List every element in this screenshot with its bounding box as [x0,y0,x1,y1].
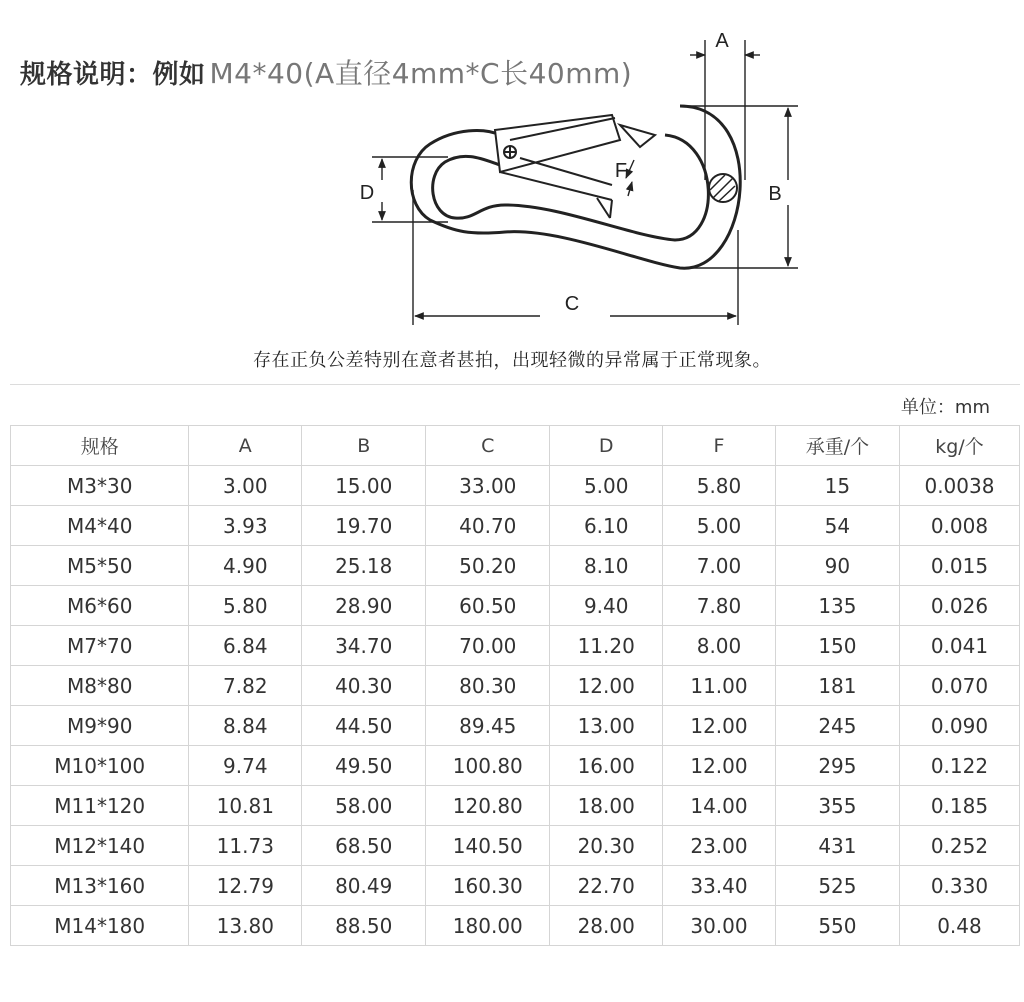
table-cell: 0.48 [899,906,1019,946]
table-cell: 0.041 [899,626,1019,666]
table-cell: 13.80 [189,906,302,946]
table-cell: 0.015 [899,546,1019,586]
table-cell: 7.00 [663,546,776,586]
spec-table [10,425,1020,946]
table-cell: 135 [775,586,899,626]
table-row [11,706,1020,746]
table-cell: 15 [775,466,899,506]
table-cell: 9.74 [189,746,302,786]
table-cell: 20.30 [550,826,663,866]
table-cell: 12.00 [550,666,663,706]
table-cell: M8*80 [11,666,189,706]
table-cell: 8.00 [663,626,776,666]
table-cell: 11.00 [663,666,776,706]
table-cell: 0.026 [899,586,1019,626]
column-header: 承重/个 [775,426,899,466]
table-row [11,746,1020,786]
table-cell: 0.0038 [899,466,1019,506]
table-cell: 19.70 [302,506,426,546]
label-c: C [564,293,580,315]
label-a: A [715,30,729,52]
table-cell: M12*140 [11,826,189,866]
table-cell: 15.00 [302,466,426,506]
table-cell: 0.070 [899,666,1019,706]
table-cell: 50.20 [426,546,550,586]
table-cell: 6.10 [550,506,663,546]
table-cell: 22.70 [550,866,663,906]
header-row [11,426,1020,466]
table-cell: 30.00 [663,906,776,946]
table-cell: 33.00 [426,466,550,506]
table-row [11,786,1020,826]
table-cell: M11*120 [11,786,189,826]
table-cell: M7*70 [11,626,189,666]
table-cell: 160.30 [426,866,550,906]
column-header: F [663,426,776,466]
table-cell: 0.008 [899,506,1019,546]
table-cell: 13.00 [550,706,663,746]
table-cell: M5*50 [11,546,189,586]
table-cell: M6*60 [11,586,189,626]
pin-section [709,174,737,202]
table-cell: 150 [775,626,899,666]
column-header: 规格 [11,426,189,466]
table-cell: 0.252 [899,826,1019,866]
table-cell: 10.81 [189,786,302,826]
table-cell: 68.50 [302,826,426,866]
table-cell: 5.00 [550,466,663,506]
table-cell: 25.18 [302,546,426,586]
carabiner-diagram [340,20,820,340]
table-cell: 12.00 [663,746,776,786]
table-cell: 120.80 [426,786,550,826]
table-row [11,546,1020,586]
table-row [11,866,1020,906]
table-cell: 90 [775,546,899,586]
table-cell: 0.090 [899,706,1019,746]
table-cell: 525 [775,866,899,906]
table-cell: 80.30 [426,666,550,706]
table-cell: 14.00 [663,786,776,826]
table-cell: 3.00 [189,466,302,506]
table-cell: 5.00 [663,506,776,546]
unit-label: 单位：mm [900,397,990,418]
table-cell: 9.40 [550,586,663,626]
table-cell: 8.84 [189,706,302,746]
table-cell: M4*40 [11,506,189,546]
table-row [11,586,1020,626]
table-cell: 12.79 [189,866,302,906]
table-row [11,506,1020,546]
table-cell: 49.50 [302,746,426,786]
table-cell: 100.80 [426,746,550,786]
column-header: C [426,426,550,466]
table-cell: 3.93 [189,506,302,546]
table-cell: 16.00 [550,746,663,786]
table-row [11,466,1020,506]
table-row [11,826,1020,866]
table-cell: 58.00 [302,786,426,826]
table-cell: 60.50 [426,586,550,626]
table-cell: 18.00 [550,786,663,826]
table-cell: 40.30 [302,666,426,706]
label-b: B [768,183,782,205]
table-cell: 11.73 [189,826,302,866]
table-cell: 5.80 [189,586,302,626]
table-cell: 8.10 [550,546,663,586]
table-cell: 181 [775,666,899,706]
table-cell: 0.330 [899,866,1019,906]
column-header: D [550,426,663,466]
table-cell: M3*30 [11,466,189,506]
table-cell: 245 [775,706,899,746]
table-cell: M13*160 [11,866,189,906]
table-cell: 6.84 [189,626,302,666]
table-cell: 295 [775,746,899,786]
label-f: F [614,160,628,182]
table-cell: 23.00 [663,826,776,866]
table-cell: 54 [775,506,899,546]
table-cell: 88.50 [302,906,426,946]
table-cell: 4.90 [189,546,302,586]
table-cell: 355 [775,786,899,826]
table-cell: 89.45 [426,706,550,746]
headline-model: M4*40(A直径4mm*C长40mm) [209,57,633,90]
table-cell: 180.00 [426,906,550,946]
table-cell: 140.50 [426,826,550,866]
table-row [11,626,1020,666]
table-cell: 5.80 [663,466,776,506]
column-header: A [189,426,302,466]
label-d: D [359,182,375,204]
table-cell: 7.82 [189,666,302,706]
table-cell: M10*100 [11,746,189,786]
table-cell: 40.70 [426,506,550,546]
table-cell: 431 [775,826,899,866]
headline-lead: 规格说明：例如 [20,60,206,90]
table-cell: 7.80 [663,586,776,626]
table-cell: M9*90 [11,706,189,746]
table-row [11,906,1020,946]
table-cell: 28.90 [302,586,426,626]
tolerance-note: 存在正负公差特别在意者甚拍，出现轻微的异常属于正常现象。 [253,350,771,371]
table-cell: 0.185 [899,786,1019,826]
table-cell: 0.122 [899,746,1019,786]
column-header: kg/个 [899,426,1019,466]
table-row [11,666,1020,706]
table-cell: 28.00 [550,906,663,946]
table-cell: 550 [775,906,899,946]
table-cell: 34.70 [302,626,426,666]
column-header: B [302,426,426,466]
divider [10,384,1020,385]
table-cell: 33.40 [663,866,776,906]
table-body [11,466,1020,946]
table-cell: 80.49 [302,866,426,906]
table-cell: 12.00 [663,706,776,746]
table-cell: 44.50 [302,706,426,746]
table-cell: 11.20 [550,626,663,666]
table-cell: M14*180 [11,906,189,946]
table-cell: 70.00 [426,626,550,666]
